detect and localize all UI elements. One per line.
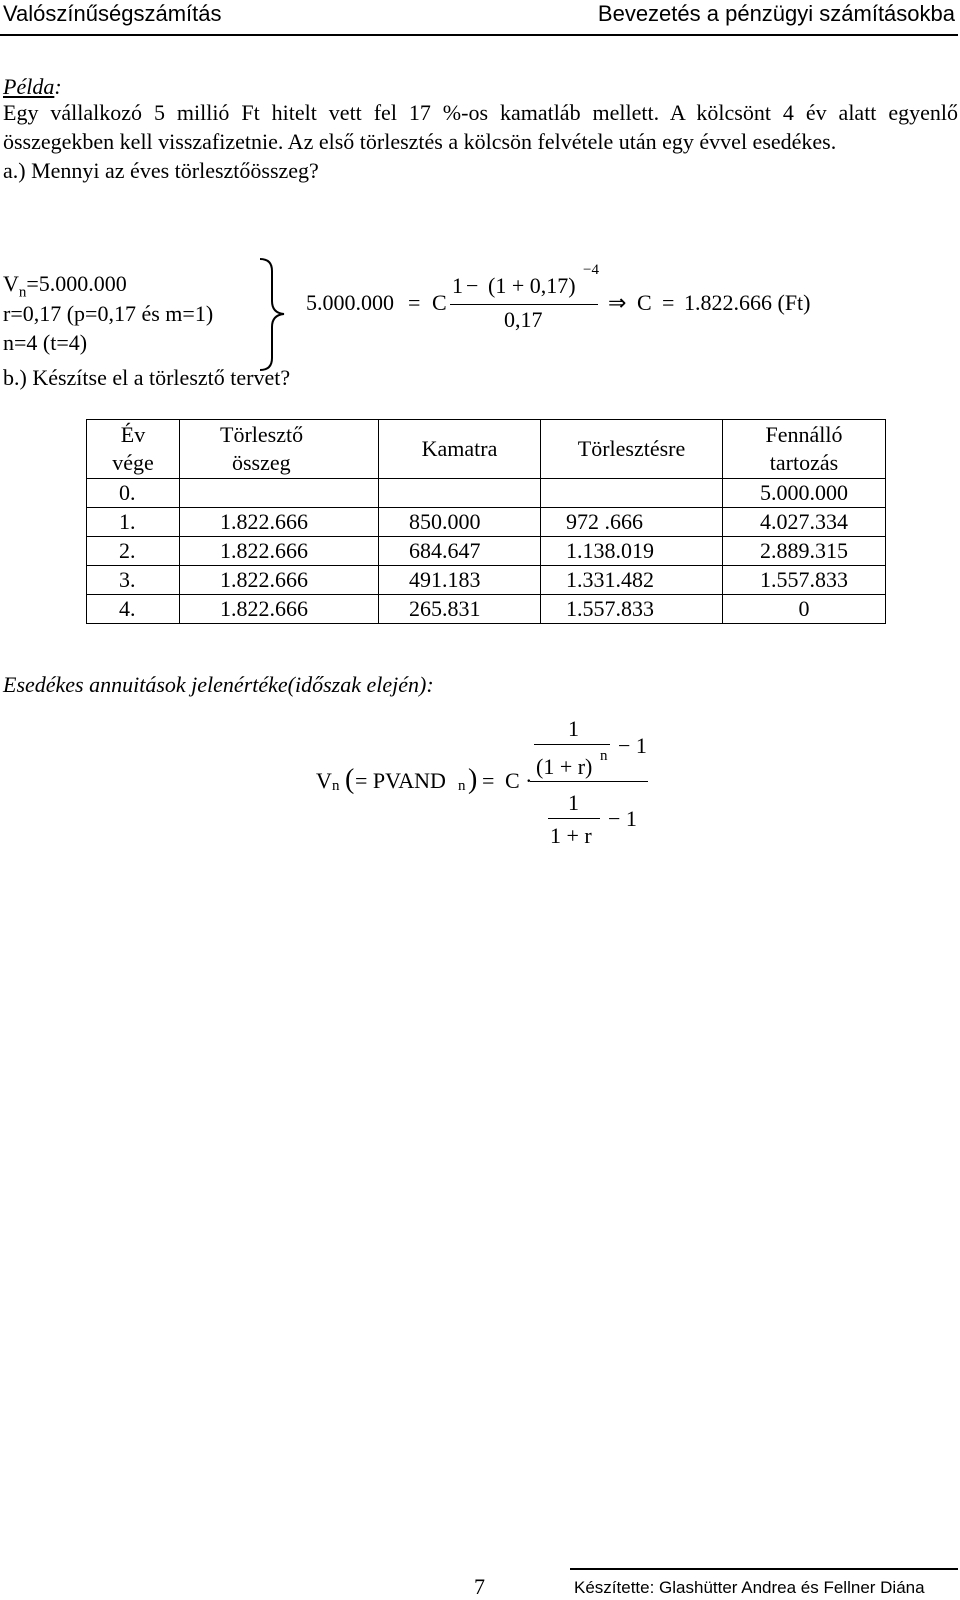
footer-rule — [570, 1568, 958, 1570]
cell-torlesztesre — [541, 479, 723, 508]
cell-kamatra: 265.831 — [379, 595, 541, 624]
running-header-right: Bevezetés a pénzügyi számításokba — [597, 1, 955, 26]
cell-fennallo: 1.557.833 — [723, 566, 886, 595]
table-row — [87, 566, 886, 595]
header-torlesztesre: Törlesztésre — [541, 420, 723, 479]
ann-top-bar — [534, 744, 610, 745]
cell-ev: 1. — [87, 508, 180, 537]
eq1-c: C — [432, 290, 447, 315]
cell-fennallo: 5.000.000 — [723, 479, 886, 508]
ann-bot-minus: − 1 — [608, 806, 637, 831]
ann-paren-open: ( — [345, 764, 355, 795]
cell-kamatra: 491.183 — [379, 566, 541, 595]
cell-torleszto: 1.822.666 — [180, 566, 379, 595]
right-brace — [258, 257, 288, 372]
vn-value: =5.000.000 — [26, 271, 127, 296]
ann-pvand: = PVAND — [355, 768, 446, 793]
header-rule — [0, 34, 958, 36]
vn-subscript: n — [18, 284, 27, 301]
eq1-result-c: C — [637, 290, 652, 315]
question-b: b.) Készítse el a törlesztő tervet? — [3, 365, 291, 390]
ann-top-num: 1 — [568, 716, 579, 741]
eq1-num-exp: −4 — [583, 262, 599, 278]
vn-symbol: V — [3, 271, 19, 296]
given-n: n=4 (t=4) — [3, 330, 88, 355]
table-row — [87, 479, 886, 508]
cell-fennallo: 4.027.334 — [723, 508, 886, 537]
problem-statement: Egy vállalkozó 5 millió Ft hitelt vett fel 17 %-os kamatláb mellett. A kölcsönt 4 év alatt egyenlő összegekben kell visszafizetnie. Az első törlesztés a kölcsön felvétele után egy évvel esedékes. — [3, 100, 958, 154]
ann-v: V — [316, 768, 332, 793]
table-header-row — [87, 420, 886, 479]
example-label — [3, 72, 62, 101]
ann-equals: = — [482, 768, 495, 793]
cell-fennallo: 2.889.315 — [723, 537, 886, 566]
cell-torlesztesre: 1.138.019 — [541, 537, 723, 566]
header-tor-line1: Törlesztő — [220, 422, 304, 447]
eq1-num-minus: − — [466, 273, 479, 298]
cell-torlesztesre: 1.331.482 — [541, 566, 723, 595]
given-r: r=0,17 (p=0,17 és m=1) — [3, 301, 214, 326]
amortization-table — [86, 419, 886, 624]
cell-ev: 2. — [87, 537, 180, 566]
cell-torleszto: 1.822.666 — [180, 595, 379, 624]
ann-pvand-sub: n — [458, 778, 466, 794]
ann-top-minus: − 1 — [618, 733, 647, 758]
ann-bot-num: 1 — [568, 790, 579, 815]
ann-bot-bar — [548, 818, 600, 819]
cell-ev: 3. — [87, 566, 180, 595]
eq1-num-one: 1 — [452, 273, 463, 298]
cell-torleszto: 1.822.666 — [180, 508, 379, 537]
cell-kamatra: 684.647 — [379, 537, 541, 566]
cell-ev: 0. — [87, 479, 180, 508]
header-ev-line1: Év — [120, 422, 146, 447]
ann-v-sub: n — [332, 778, 340, 794]
header-tor-line2: összeg — [232, 450, 291, 475]
table-row — [87, 537, 886, 566]
eq1-result-equals: = — [662, 290, 675, 315]
table-row — [87, 595, 886, 624]
cell-kamatra — [379, 479, 541, 508]
header-fen-line1: Fennálló — [765, 422, 843, 447]
example-label-text: Példa — [3, 74, 55, 99]
cell-torlesztesre: 972 .666 — [541, 508, 723, 537]
cell-torlesztesre: 1.557.833 — [541, 595, 723, 624]
eq1-implies: ⇒ — [608, 290, 627, 315]
ann-top-den: (1 + r) — [536, 754, 593, 779]
cell-kamatra: 850.000 — [379, 508, 541, 537]
header-torleszto-osszeg — [180, 420, 379, 479]
eq1-result-value: 1.822.666 (Ft) — [684, 290, 811, 315]
question-a: a.) Mennyi az éves törlesztőösszeg? — [3, 158, 319, 183]
annuity-title: Esedékes annuitások jelenértéke(időszak elején): — [3, 672, 434, 697]
example-label-colon: : — [54, 74, 62, 99]
cell-torleszto: 1.822.666 — [180, 537, 379, 566]
header-fen-line2: tartozás — [769, 450, 839, 475]
cell-fennallo: 0 — [723, 595, 886, 624]
eq1-lhs: 5.000.000 — [306, 290, 394, 315]
eq1-fraction-bar — [450, 304, 598, 305]
header-fennallo-tartozas — [723, 420, 886, 479]
ann-paren-close: ) — [468, 764, 478, 795]
ann-bot-den: 1 + r — [550, 823, 592, 848]
eq1-den: 0,17 — [504, 307, 543, 332]
example-paragraph — [3, 98, 958, 185]
ann-main-bar — [530, 781, 648, 782]
header-ev-line2: vége — [112, 450, 154, 475]
cell-ev: 4. — [87, 595, 180, 624]
footer-author: Készítette: Glashütter Andrea és Fellner Diána — [574, 1578, 925, 1597]
ann-top-exp: n — [600, 748, 608, 764]
page-number: 7 — [474, 1574, 485, 1599]
cell-torleszto — [180, 479, 379, 508]
running-header-left: Valószínűségszámítás — [3, 1, 222, 26]
ann-c-dot: C · — [505, 768, 533, 793]
eq1-num-base: (1 + 0,17) — [488, 273, 576, 298]
header-kamatra: Kamatra — [379, 420, 541, 479]
eq1-equals: = — [408, 290, 421, 315]
header-ev-vege — [87, 420, 180, 479]
table-row — [87, 508, 886, 537]
